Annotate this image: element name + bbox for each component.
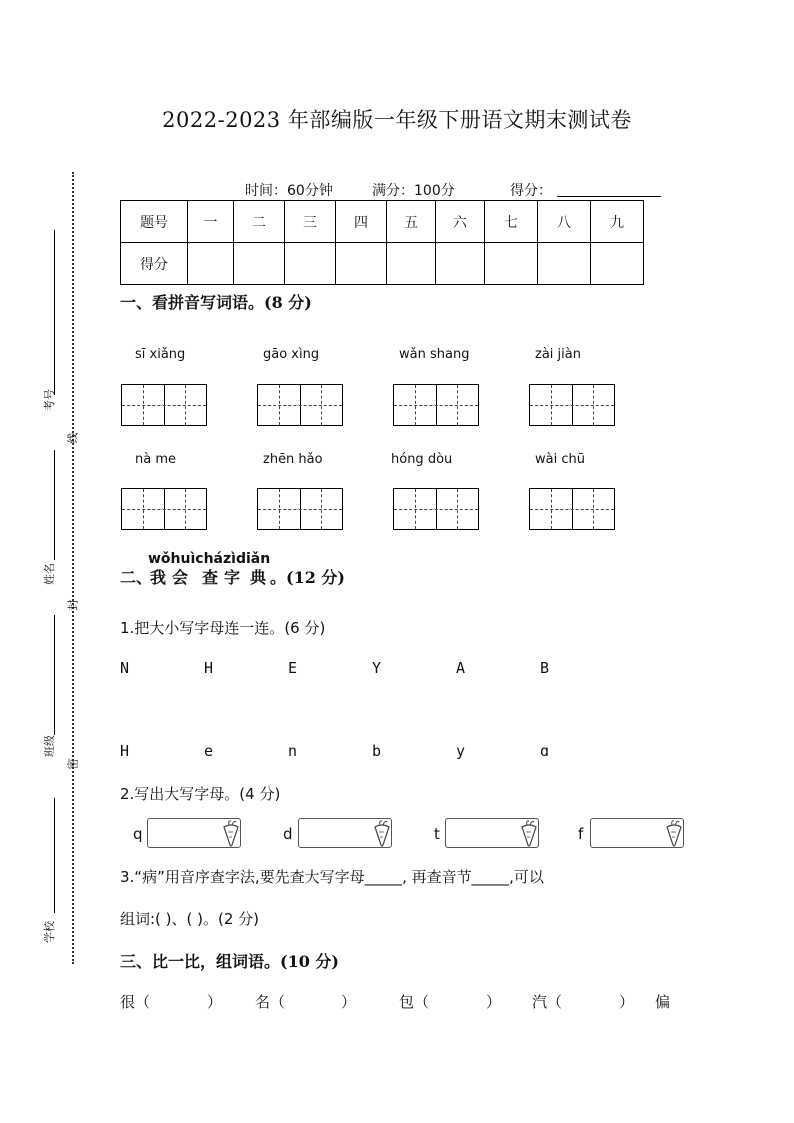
word-compare-item: ） — [207, 993, 223, 1011]
carrot-icon — [663, 819, 685, 847]
binding-dotted-line — [72, 172, 74, 964]
section2-heading-char: 字 — [224, 568, 241, 587]
table-header-cell: 四 — [336, 201, 387, 243]
carrot-letter: f — [578, 825, 584, 843]
page-title: 2022-2023 年部编版一年级下册语文期末测试卷 — [162, 108, 632, 132]
uppercase-letter[interactable]: Y — [372, 659, 382, 677]
feng-label: 封 — [66, 599, 80, 611]
section2-heading-prefix: 二、 — [120, 568, 153, 587]
score-cell[interactable] — [485, 243, 538, 285]
table-header-cell: 一 — [188, 201, 234, 243]
lowercase-letter[interactable]: y — [456, 742, 466, 760]
writing-grid[interactable] — [529, 488, 615, 530]
kaohao-label: 考号 — [43, 389, 56, 411]
pinyin-label: hóng dòu — [391, 452, 453, 467]
word-compare-item: ） — [486, 993, 502, 1011]
writing-grid[interactable] — [393, 384, 479, 426]
score-table-header-row — [121, 201, 644, 243]
word-compare-item: 很（ — [120, 993, 151, 1011]
section2-heading-char: 会 — [172, 568, 189, 587]
carrot-icon — [371, 819, 393, 847]
table-header-cell: 六 — [436, 201, 485, 243]
table-header-cell: 九 — [591, 201, 644, 243]
question-3-line1: 3.“病”用音序查字法,要先查大写字母_____, 再查音节_____,可以 — [120, 868, 544, 886]
score-table-score-row — [121, 243, 644, 285]
word-compare-item: ） — [341, 993, 357, 1011]
class-blank[interactable] — [54, 615, 55, 735]
section2-heading-pinyin: wǒhuìcházìdiǎn — [148, 551, 271, 567]
table-header-cell: 题号 — [121, 201, 188, 243]
kaohao-blank[interactable] — [54, 230, 55, 395]
section1-heading: 一、看拼音写词语。(8 分) — [120, 293, 312, 312]
carrot-icon — [518, 819, 540, 847]
score-table — [120, 200, 644, 285]
section2-heading-char: 我 — [150, 568, 167, 587]
word-compare-item: 汽（ — [532, 993, 563, 1011]
score-cell[interactable] — [436, 243, 485, 285]
table-header-cell: 五 — [387, 201, 436, 243]
table-header-cell: 八 — [538, 201, 591, 243]
question-2: 2.写出大写字母。(4 分) — [120, 785, 281, 803]
lowercase-letter[interactable]: ɑ — [540, 742, 550, 760]
class-label: 班级 — [43, 735, 56, 757]
section3-heading: 三、比一比，组词语。(10 分) — [120, 952, 339, 971]
pinyin-label: zhēn hǎo — [263, 452, 323, 467]
uppercase-letter[interactable]: H — [204, 659, 214, 677]
carrot-icon — [220, 819, 242, 847]
uppercase-letter[interactable]: B — [540, 659, 550, 677]
carrot-letter: d — [283, 825, 293, 843]
score-cell[interactable] — [285, 243, 336, 285]
score-cell[interactable] — [188, 243, 234, 285]
writing-grid[interactable] — [393, 488, 479, 530]
carrot-answer-box[interactable] — [590, 818, 684, 848]
pinyin-label: wài chū — [535, 452, 585, 467]
time-info: 时间：60分钟 — [245, 183, 333, 199]
table-header-cell: 三 — [285, 201, 336, 243]
uppercase-letter[interactable]: A — [456, 659, 466, 677]
writing-grid[interactable] — [257, 384, 343, 426]
question-3-line2: 组词:( )、( )。(2 分) — [120, 910, 260, 928]
name-blank[interactable] — [54, 450, 55, 560]
pinyin-label: gāo xìng — [263, 347, 320, 362]
table-header-cell: 七 — [485, 201, 538, 243]
carrot-letter: q — [133, 825, 143, 843]
word-compare-item: 包（ — [399, 993, 430, 1011]
school-label: 学校 — [43, 921, 56, 943]
score-blank[interactable] — [557, 182, 661, 197]
table-row-label: 得分 — [121, 243, 188, 285]
pinyin-label: zài jiàn — [535, 347, 581, 362]
score-cell[interactable] — [591, 243, 644, 285]
mi-label: 密 — [66, 758, 80, 770]
writing-grid[interactable] — [121, 384, 207, 426]
score-cell[interactable] — [387, 243, 436, 285]
writing-grid[interactable] — [121, 488, 207, 530]
section2-heading-suffix: 。(12 分) — [270, 568, 345, 587]
school-blank[interactable] — [54, 798, 55, 913]
xian-label: 线 — [66, 432, 80, 444]
word-compare-item: 偏 — [655, 993, 671, 1011]
writing-grid[interactable] — [529, 384, 615, 426]
lowercase-letter[interactable]: b — [372, 742, 382, 760]
pinyin-label: sī xiǎng — [135, 347, 186, 362]
name-label: 姓名 — [43, 563, 56, 585]
carrot-answer-box[interactable] — [147, 818, 241, 848]
carrot-letter: t — [434, 825, 440, 843]
carrot-answer-box[interactable] — [298, 818, 392, 848]
table-header-cell: 二 — [234, 201, 285, 243]
question-1: 1.把大小写字母连一连。(6 分) — [120, 619, 326, 637]
word-compare-item: ） — [619, 993, 635, 1011]
word-compare-item: 名（ — [255, 993, 286, 1011]
lowercase-letter[interactable]: n — [288, 742, 298, 760]
uppercase-letter[interactable]: E — [288, 659, 298, 677]
pinyin-label: wǎn shang — [399, 347, 470, 362]
writing-grid[interactable] — [257, 488, 343, 530]
score-cell[interactable] — [234, 243, 285, 285]
uppercase-letter[interactable]: N — [120, 659, 130, 677]
section2-heading-char: 典 — [250, 568, 267, 587]
section2-heading-char: 查 — [202, 568, 219, 587]
score-info: 得分： — [510, 183, 552, 199]
lowercase-letter[interactable]: e — [204, 742, 214, 760]
full-score-info: 满分：100分 — [372, 183, 455, 199]
score-cell[interactable] — [336, 243, 387, 285]
pinyin-label: nà me — [135, 452, 176, 467]
lowercase-letter[interactable]: H — [120, 742, 130, 760]
carrot-answer-box[interactable] — [445, 818, 539, 848]
score-cell[interactable] — [538, 243, 591, 285]
